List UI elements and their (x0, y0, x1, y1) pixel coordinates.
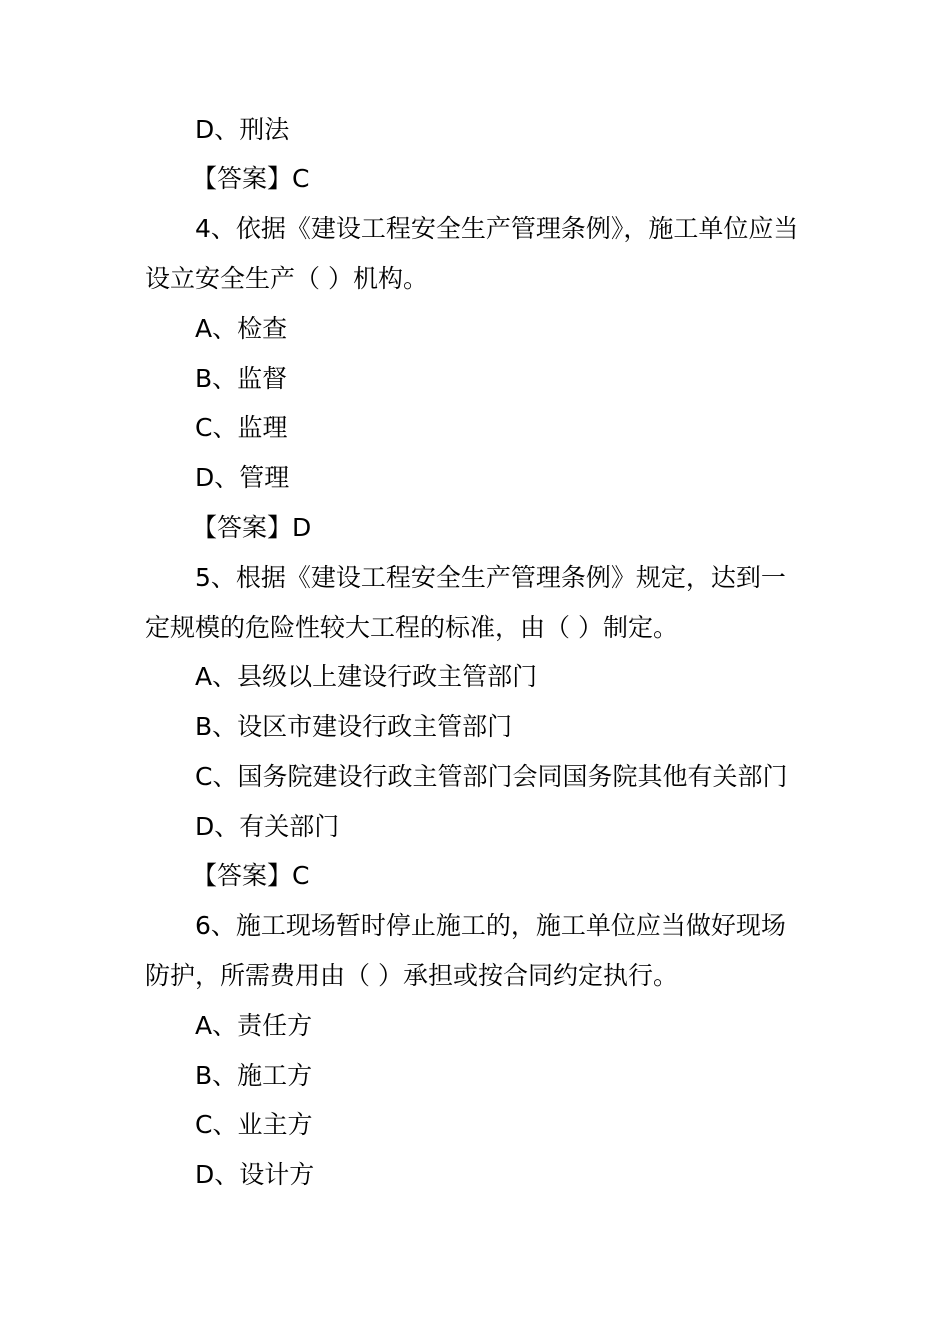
option-b-q5: B、设区市建设行政主管部门 (195, 712, 513, 741)
answer-q5: 【答案】C (192, 861, 310, 890)
question-5-line-2: 定规模的危险性较大工程的标准，由（ ）制定。 (145, 613, 678, 642)
option-c-q5: C、国务院建设行政主管部门会同国务院其他有关部门 (195, 762, 788, 791)
option-d-q4: D、管理 (195, 463, 290, 492)
question-4-line-1: 4、依据《建设工程安全生产管理条例》，施工单位应当 (195, 214, 799, 243)
option-b-q6: B、施工方 (195, 1061, 313, 1090)
question-5-line-1: 5、根据《建设工程安全生产管理条例》规定，达到一 (195, 563, 786, 592)
answer-q4: 【答案】D (192, 513, 312, 542)
answer-q3: 【答案】C (192, 164, 310, 193)
option-d-q5: D、有关部门 (195, 812, 340, 841)
option-a-q5: A、县级以上建设行政主管部门 (195, 662, 538, 691)
option-b-q4: B、监督 (195, 364, 288, 393)
option-a-q4: A、检查 (195, 314, 288, 343)
option-d-q6: D、设计方 (195, 1160, 315, 1189)
question-4-line-2: 设立安全生产（ ）机构。 (145, 264, 428, 293)
option-a-q6: A、责任方 (195, 1011, 313, 1040)
option-d-q3: D、刑法 (195, 115, 290, 144)
question-6-line-1: 6、施工现场暂时停止施工的，施工单位应当做好现场 (195, 911, 786, 940)
question-6-line-2: 防护，所需费用由（ ）承担或按合同约定执行。 (145, 961, 678, 990)
option-c-q6: C、业主方 (195, 1110, 313, 1139)
option-c-q4: C、监理 (195, 413, 288, 442)
